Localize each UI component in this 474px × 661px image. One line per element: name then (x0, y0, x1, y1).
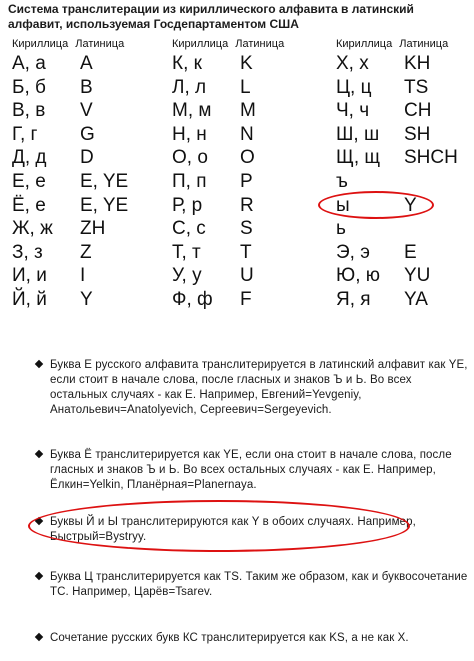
table-row (12, 217, 162, 241)
latin-equivalent: A (80, 53, 93, 74)
cyrillic-letter: Ж, ж (12, 218, 53, 240)
table-row (12, 288, 162, 312)
latin-equivalent: CH (404, 100, 432, 122)
table-row (12, 170, 162, 194)
latin-equivalent: Y (404, 194, 417, 216)
header-cyrillic: Кириллица (172, 38, 229, 50)
table-row (12, 76, 162, 100)
latin-equivalent: F (240, 289, 252, 310)
cyrillic-letter: Е, е (12, 171, 46, 192)
cyrillic-letter: Н, н (172, 123, 207, 145)
cyrillic-letter: З, з (12, 241, 43, 263)
highlight-oval-note (28, 500, 410, 552)
cyrillic-letter: Ё, е (12, 194, 46, 216)
cyrillic-letter: Ю, ю (336, 265, 381, 287)
note-text: Буква Е русского алфавита транслитерируется в латинский алфавит как YE, если стоит в начале слова, после гласных и знаков Ъ и Ь. Во всех остальных случаях - как E. Например, Евгений=Yevgeniy, Анатольевич=Anatolyevich, Сергеевич=Sergeyevich. (50, 359, 468, 416)
table-row (336, 146, 474, 170)
latin-equivalent: D (80, 147, 94, 169)
latin-equivalent: L (240, 76, 251, 98)
latin-equivalent: E, YE (80, 194, 129, 216)
header-latin: Латиница (235, 38, 285, 50)
cyrillic-letter: О, о (172, 147, 208, 169)
table-row (12, 194, 162, 218)
cyrillic-letter: Б, б (12, 76, 46, 98)
table-row (336, 76, 474, 100)
table-row (172, 99, 322, 123)
table-row (336, 170, 474, 194)
latin-equivalent: E (404, 241, 417, 263)
latin-equivalent: Z (80, 241, 92, 263)
table-row (336, 288, 474, 312)
latin-equivalent: V (80, 100, 93, 122)
note-text: Буква Ё транслитерируется как YE, если она стоит в начале слова, после гласных и знаков Ъ и Ь. Во всех остальных случаях - как E. Например, Ёлкин=Yelkin, Планёрная=Planernaya. (50, 449, 452, 491)
cyrillic-letter: Ц, ц (336, 76, 372, 98)
cyrillic-letter: ы (336, 194, 350, 216)
highlight-oval-y (318, 191, 434, 219)
cyrillic-letter: С, с (172, 218, 206, 240)
latin-equivalent: P (240, 171, 253, 192)
cyrillic-letter: Л, л (172, 76, 207, 98)
latin-equivalent: YA (404, 289, 428, 310)
table-row (172, 52, 322, 76)
cyrillic-letter: И, и (12, 265, 47, 287)
transliteration-table (0, 36, 474, 316)
latin-equivalent: T (240, 241, 252, 263)
latin-equivalent: Y (80, 289, 93, 310)
cyrillic-letter: Д, д (12, 147, 47, 169)
cyrillic-letter: Т, т (172, 241, 201, 263)
latin-equivalent: S (240, 218, 253, 240)
cyrillic-letter: ь (336, 218, 346, 240)
cyrillic-letter: У, у (172, 265, 202, 287)
cyrillic-letter: В, в (12, 100, 46, 122)
table-row (336, 241, 474, 265)
latin-equivalent: U (240, 265, 254, 287)
latin-equivalent: ZH (80, 218, 106, 240)
table-row (12, 99, 162, 123)
table-row (172, 170, 322, 194)
note-text: Буквы Й и Ы транслитерируются как Y в обоих случаях. Например, Быстрый=Bystryy. (50, 516, 416, 543)
table-row (12, 123, 162, 147)
column-group-1 (12, 36, 124, 52)
cyrillic-letter: Я, я (336, 289, 371, 310)
column-header (336, 36, 448, 52)
latin-equivalent: KH (404, 53, 431, 74)
column-header (172, 36, 284, 52)
latin-equivalent: SHCH (404, 147, 458, 169)
table-row (172, 264, 322, 288)
column-group-3 (336, 36, 448, 52)
table-row (172, 241, 322, 265)
table-row (336, 264, 474, 288)
table-row (336, 99, 474, 123)
latin-equivalent: TS (404, 76, 429, 98)
table-row (172, 123, 322, 147)
table-row (172, 217, 322, 241)
cyrillic-letter: Х, х (336, 53, 369, 74)
header-cyrillic: Кириллица (336, 38, 393, 50)
latin-equivalent: B (80, 76, 93, 98)
bullet-icon (35, 633, 43, 641)
latin-equivalent: O (240, 147, 255, 169)
bullet-icon (35, 450, 43, 458)
cyrillic-letter: Й, й (12, 289, 47, 310)
table-row (336, 123, 474, 147)
cyrillic-letter: М, м (172, 100, 212, 122)
cyrillic-letter: К, к (172, 53, 202, 74)
table-row (12, 241, 162, 265)
latin-equivalent: M (240, 100, 256, 122)
note-text: Сочетание русских букв КС транслитерируется как KS, а не как X. (50, 632, 409, 644)
table-row (172, 76, 322, 100)
cyrillic-letter: Э, э (336, 241, 370, 263)
latin-equivalent: I (80, 265, 86, 287)
cyrillic-letter: Ф, ф (172, 289, 213, 310)
bullet-icon (35, 572, 43, 580)
table-row (172, 288, 322, 312)
table-row (12, 146, 162, 170)
column-header (12, 36, 124, 52)
note-text: Буква Ц транслитерируется как TS. Таким же образом, как и буквосочетание ТС. Например, Царёв=Tsarev. (50, 571, 468, 598)
cyrillic-letter: П, п (172, 171, 207, 192)
latin-equivalent: N (240, 123, 254, 145)
latin-equivalent: G (80, 123, 95, 145)
latin-equivalent: E, YE (80, 171, 129, 192)
header-latin: Латиница (399, 38, 449, 50)
table-row (12, 264, 162, 288)
latin-equivalent: YU (404, 265, 431, 287)
table-row (172, 146, 322, 170)
header-latin: Латиница (75, 38, 125, 50)
table-row (336, 52, 474, 76)
table-row (12, 52, 162, 76)
cyrillic-letter: ъ (336, 171, 348, 192)
table-row (172, 194, 322, 218)
cyrillic-letter: Г, г (12, 123, 38, 145)
header-cyrillic: Кириллица (12, 38, 69, 50)
cyrillic-letter: Щ, щ (336, 147, 381, 169)
cyrillic-letter: А, а (12, 53, 46, 74)
column-group-2 (172, 36, 284, 52)
latin-equivalent: R (240, 194, 254, 216)
latin-equivalent: K (240, 53, 253, 74)
table-row (336, 217, 474, 241)
cyrillic-letter: Р, р (172, 194, 203, 216)
cyrillic-letter: Ч, ч (336, 100, 370, 122)
cyrillic-letter: Ш, ш (336, 123, 380, 145)
latin-equivalent: SH (404, 123, 431, 145)
page-title: Система транслитерации из кириллического алфавита в латинский алфавит, используемая Госдепартаментом США (8, 2, 414, 31)
bullet-icon (35, 360, 43, 368)
